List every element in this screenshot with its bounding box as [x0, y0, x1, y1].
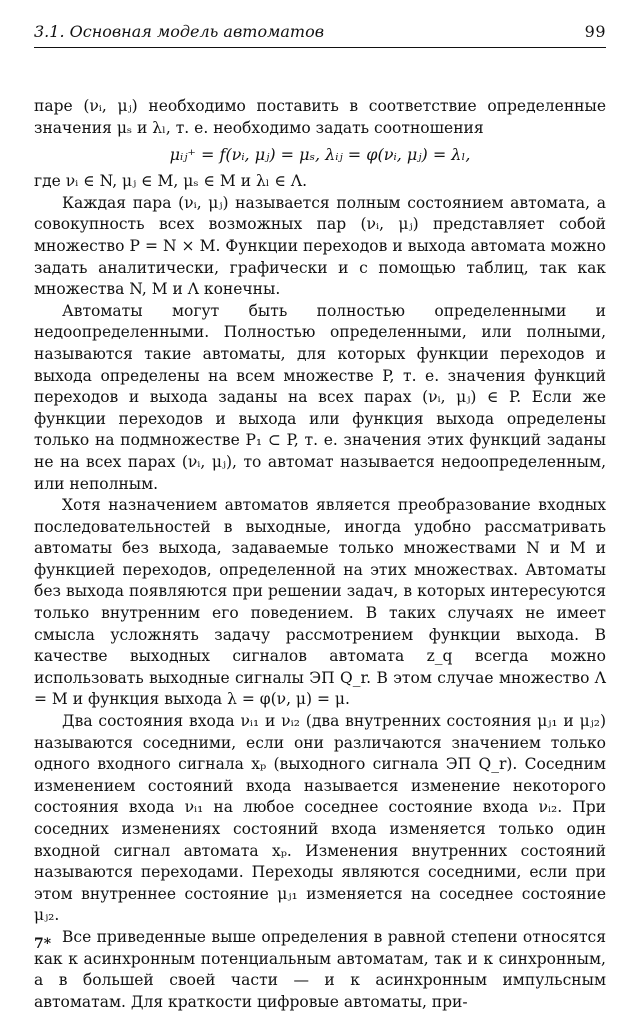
paragraph-5: Хотя назначением автоматов является преобразование входных последовательностей в выходные, иногда удобно рассматривать автоматы без выхода, задаваемые только множествами N и M и функцией переходов, определенной на этих множествах. Автоматы без выхода появляются при решении задач, в которых интересуются только внутренним его поведением. В таких случаях не имеет смысла усложнять задачу рассмотрением функции выхода. В качестве выходных сигналов автомата z_q всегда можно использовать выходные сигналы ЭП Q_r. В этом случае множество Λ = M и функция выхода λ = φ(ν, μ) = μ.	[34, 496, 606, 709]
paragraph-1: паре (νᵢ, μⱼ) необходимо поставить в соответствие определенные значения μₛ и λₗ, т. е. необходимо задать соотношения	[34, 97, 606, 137]
printer-signature: 7*	[34, 936, 52, 952]
section-title: 3.1. Основная модель автоматов	[34, 22, 325, 41]
running-header	[34, 22, 606, 48]
body-text	[34, 96, 606, 1013]
formula-transition-output: μᵢⱼ⁺ = f(νᵢ, μⱼ) = μₛ, λᵢⱼ = φ(νᵢ, μⱼ) = λₗ,	[169, 145, 471, 165]
paragraph-3: Каждая пара (νᵢ, μⱼ) называется полным состоянием автомата, а совокупность всех возможных пар (νᵢ, μⱼ) представляет собой множество P = N × M. Функции переходов и выхода автомата можно задать аналитически, графически и с помощью таблиц, так как множества N, M и Λ конечны.	[34, 193, 606, 299]
page-number: 99	[584, 22, 606, 41]
paragraph-4: Автоматы могут быть полностью определенными и недоопределенными. Полностью определенными, или полными, называются такие автоматы, для которых функции переходов и выхода определены на всем множестве P, т. е. значения функций переходов и выхода заданы на всех парах (νᵢ, μⱼ) ∈ P. Если же функции переходов и выхода или функция выхода определены только на подмножестве P₁ ⊂ P, т. е. значения этих функций заданы не на всех парах (νᵢ, μⱼ), то автомат называется недоопределенным, или неполным.	[34, 301, 606, 493]
paragraph-2: где νᵢ ∈ N, μⱼ ∈ M, μₛ ∈ M и λₗ ∈ Λ.	[34, 172, 307, 191]
paragraph-6: Два состояния входа νᵢ₁ и νᵢ₂ (два внутренних состояния μⱼ₁ и μⱼ₂) называются соседними, если они различаются значением только одного входного сигнала xₚ (выходного сигнала ЭП Q_r). Соседним изменением состояний входа называется изменение некоторого состояния входа νᵢ₁ на любое соседнее состояние входа νᵢ₂. При соседних изменениях состояний входа изменяется только один входной сигнал автомата xₚ. Изменения внутренних состояний называются переходами. Переходы являются соседними, если при этом внутреннее состояние μⱼ₁ изменяется на соседнее состояние μⱼ₂.	[34, 712, 606, 925]
paragraph-7: Все приведенные выше определения в равной степени относятся как к асинхронным потенциальным автоматам, так и к синхронным, а в большей своей части — и к асинхронным импульсным автоматам. Для краткости цифровые автоматы, при-	[34, 927, 606, 1011]
